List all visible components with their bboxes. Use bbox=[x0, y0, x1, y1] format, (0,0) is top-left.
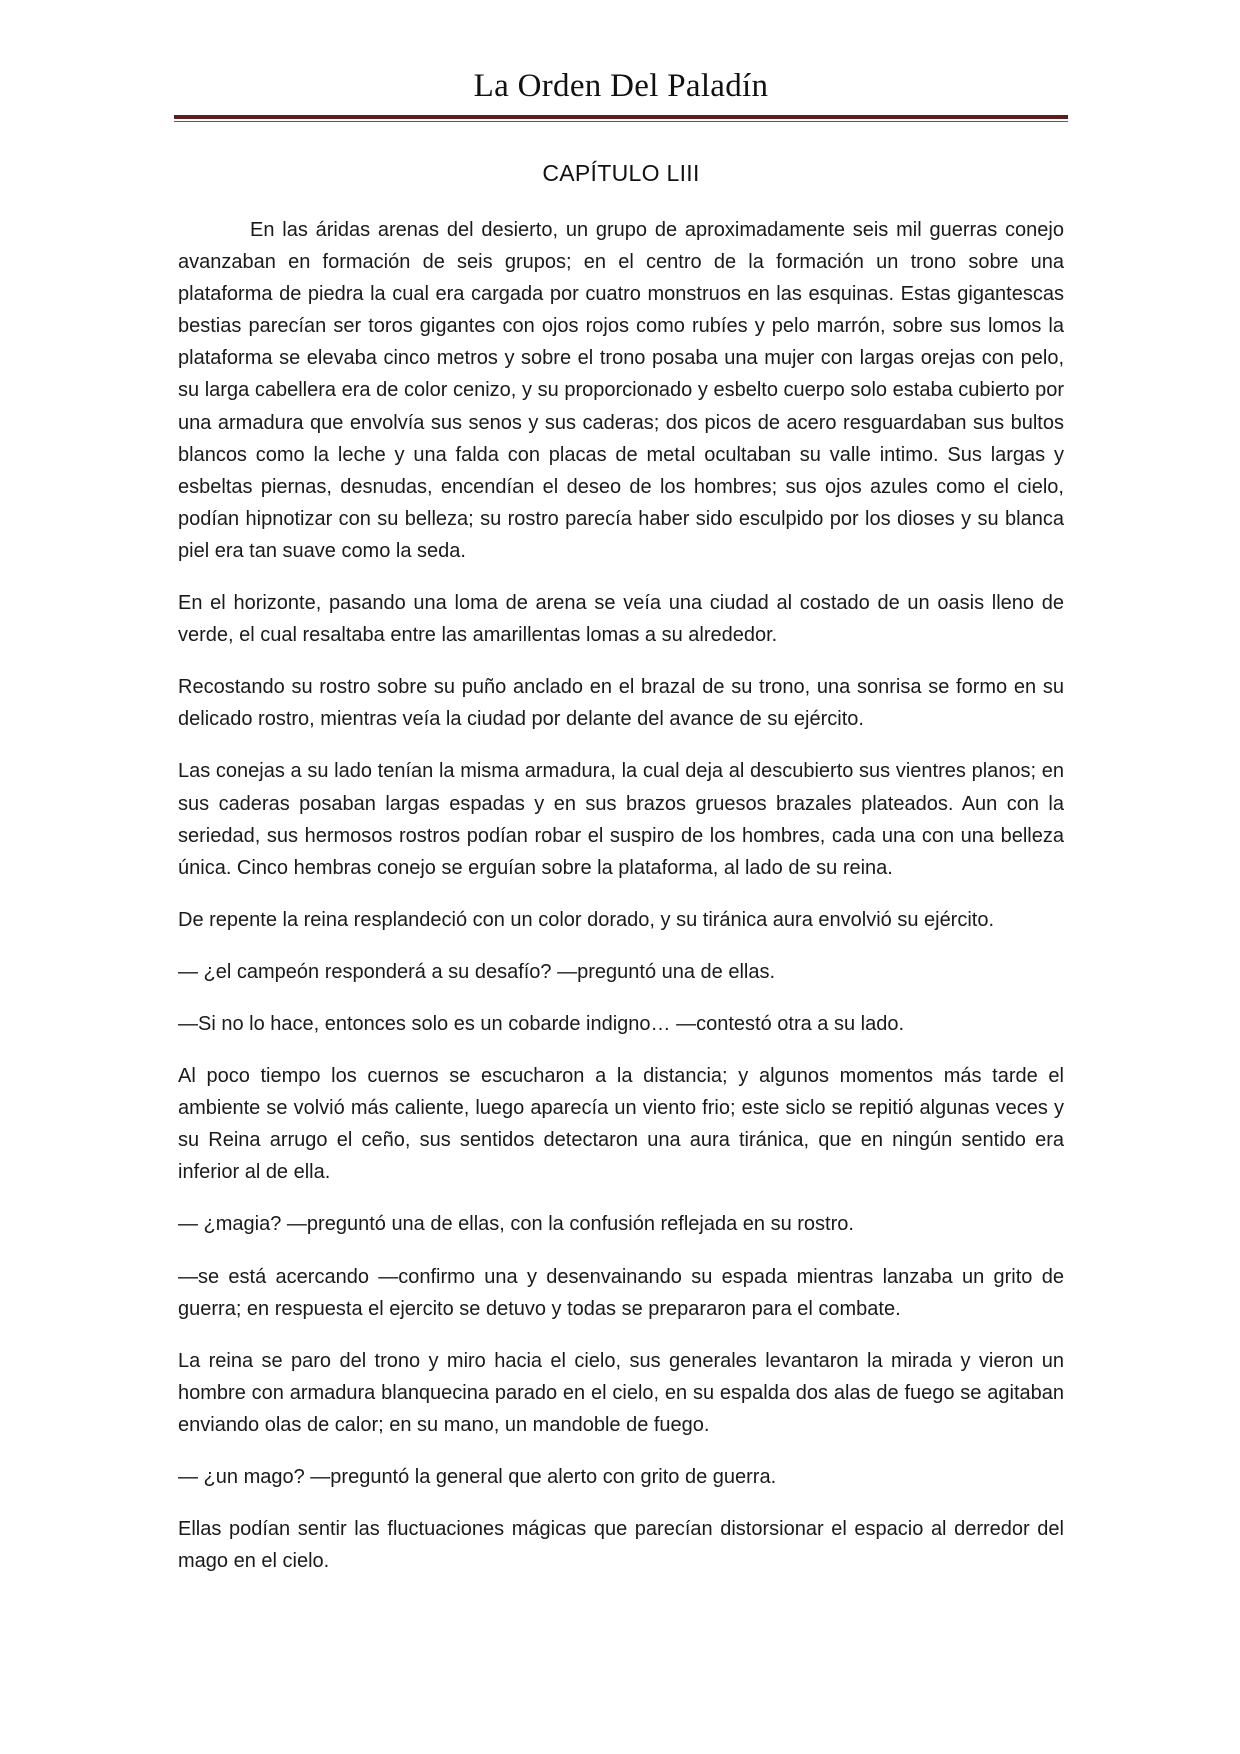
paragraph: En el horizonte, pasando una loma de arena se veía una ciudad al costado de un oasis lleno de verde, el cual resaltaba entre las amarillentas lomas a su alrededor. bbox=[178, 592, 1064, 647]
book-title: La Orden Del Paladín bbox=[473, 68, 769, 104]
page-header bbox=[174, 70, 1068, 103]
dialogue-line: — ¿magia? —preguntó una de ellas, con la confusión reflejada en su rostro. bbox=[178, 1213, 854, 1236]
chapter-body bbox=[178, 214, 1064, 1597]
dialogue-line: —Si no lo hace, entonces solo es un cobarde indigno… —contestó otra a su lado. bbox=[178, 1012, 905, 1035]
paragraph: Las conejas a su lado tenían la misma armadura, la cual deja al descubierto sus vientres planos; en sus caderas posaban largas espadas y en sus brazos gruesos brazales plateados. Aun con la seriedad, sus hermosos rostros podían robar el suspiro de los hombres, cada una con una belleza única. Cinco hembras conejo se erguían sobre la plataforma, al lado de su reina. bbox=[178, 760, 1064, 879]
paragraph: De repente la reina resplandeció con un color dorado, y su tiránica aura envolvió su ejército. bbox=[178, 908, 995, 931]
paragraph: La reina se paro del trono y miro hacia el cielo, sus generales levantaron la mirada y vieron un hombre con armadura blanquecina parado en el cielo, en su espalda dos alas de fuego se agitaban enviando olas de calor; en su mano, un mandoble de fuego. bbox=[178, 1349, 1064, 1436]
dialogue-line: —se está acercando —confirmo una y desenvainando su espada mientras lanzaba un grito de guerra; en respuesta el ejercito se detuvo y todas se prepararon para el combate. bbox=[178, 1265, 1064, 1320]
header-divider-thick bbox=[174, 115, 1068, 119]
paragraph: En las áridas arenas del desierto, un grupo de aproximadamente seis mil guerras conejo avanzaban en formación de seis grupos; en el centro de la formación un trono sobre una plataforma de piedra la cual era cargada por cuatro monstruos en las esquinas. Estas gigantescas bestias parecían ser toros gigantes con ojos rojos como rubíes y pelo marrón, sobre sus lomos la plataforma se elevaba cinco metros y sobre el trono posaba una mujer con largas orejas con pelo, su larga cabellera era de color cenizo, y su proporcionado y esbelto cuerpo solo estaba cubierto por una armadura que envolvía sus senos y sus caderas; dos picos de acero resguardaban sus bultos blancos como la leche y una falda con placas de metal ocultaban su valle intimo. Sus largas y esbeltas piernas, desnudas, encendían el deseo de los hombres; sus ojos azules como el cielo, podían hipnotizar con su belleza; su rostro parecía haber sido esculpido por los dioses y su blanca piel era tan suave como la seda. bbox=[178, 219, 1064, 562]
header-divider-thin bbox=[174, 121, 1068, 122]
paragraph: Al poco tiempo los cuernos se escucharon a la distancia; y algunos momentos más tarde el ambiente se volvió más caliente, luego aparecía un viento frio; este siclo se repitió algunas veces y su Reina arrugo el ceño, sus sentidos detectaron una aura tiránica, que en ningún sentido era inferior al de ella. bbox=[178, 1065, 1064, 1184]
paragraph: Ellas podían sentir las fluctuaciones mágicas que parecían distorsionar el espacio al derredor del mago en el cielo. bbox=[178, 1518, 1064, 1573]
dialogue-line: — ¿un mago? —preguntó la general que alerto con grito de guerra. bbox=[178, 1466, 777, 1488]
paragraph: Recostando su rostro sobre su puño anclado en el brazal de su trono, una sonrisa se formo en su delicado rostro, mientras veía la ciudad por delante del avance de su ejército. bbox=[178, 676, 1064, 731]
dialogue-line: — ¿el campeón responderá a su desafío? —preguntó una de ellas. bbox=[178, 960, 776, 983]
header-divider bbox=[174, 115, 1068, 122]
chapter-title: CAPÍTULO LIII bbox=[542, 160, 700, 186]
